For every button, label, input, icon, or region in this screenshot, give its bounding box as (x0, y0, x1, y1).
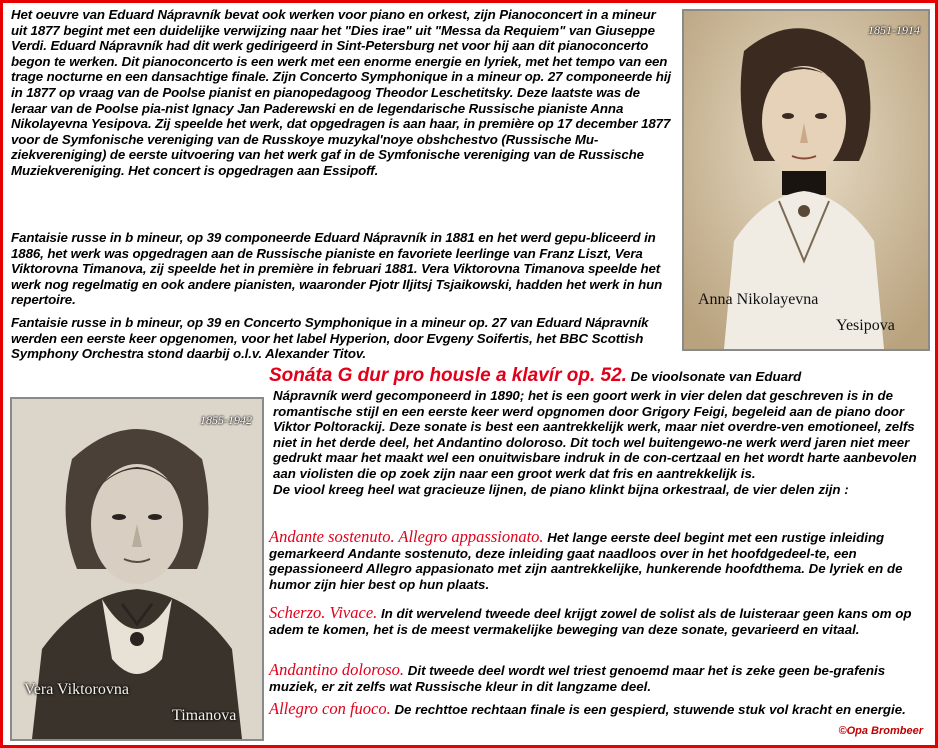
movement-1-title: Andante sostenuto. Allegro appassionato. (269, 527, 544, 546)
sonata-intro-tail: De vioolsonate van Eduard (630, 369, 802, 384)
movement-2-title: Scherzo. Vivace. (269, 603, 378, 622)
sonata-violin-line: De viool kreeg heel wat gracieuze lijnen, de piano klinkt bijna orkestraal, de vier delen zijn : (273, 481, 849, 497)
sonata-title: Sonáta G dur pro housle a klavír op. 52. (269, 365, 627, 386)
movement-3-title: Andantino doloroso. (269, 660, 405, 679)
movement-3 (269, 662, 935, 694)
credit-signature: ©Opa Brombeer (838, 725, 923, 737)
sonata-body-text: Nápravník werd gecomponeerd in 1890; het is een goort werk in vier delen dat geschreven is in de romantische stijl en een eerste keer werd opgnomen door Grigory Feigi, begeleid aan de piano door Viktor Poltorackij. Deze sonate is best een aantrekkelijk werk, maar niet overdre-ven emotioneel, zelfs niet in het derde deel, het Andantino doloroso. Dit toch wel buitengewo-ne werk werd jaren niet meer gedrukt maar het maakt wel een onuitwisbare indruk in de con-certzaal en het wordt harte aanbevolen aan violisten die op zoek zijn naar een groot werk dat fris en aantrekkelijk is. (273, 388, 917, 481)
name-timanova-line2: Timanova (172, 707, 237, 724)
name-timanova-line1: Vera Viktorovna (24, 681, 129, 698)
paragraph-concerto: Het oeuvre van Eduard Nápravník bevat ook werken voor piano en orkest, zijn Pianoconcert in a mineur uit 1877 begint met een duidelijke verwijzing naar het "Dies irae" uit "Messa da Requiem" van Giuseppe Verdi. Eduard Nápravník had dit werk gedirigeerd in Sint-Petersburg net voor hij aan dit pianoconcerto begon te werken. Dit pianoconcerto is een werk met een enorme energie en lyriek, met het tempo van een trage nocturne en een dansachtige finale. Zijn Concerto Symphonique in a mineur op. 27 componeerde hij in 1877 op vraag van de Poolse pianist en pianopedagoog Theodor Leschetitsky. Deze laatste was de leraar van de Poolse pia-nist Ignacy Jan Paderewski en de legendarische Russische pianiste Anna Nikolayevna Yesipova. Zij speelde het werk, dat opgedragen is aan haar, in première op 17 december 1877 voor de Symfonische vereniging van de Russkoye muzykal'noye obshchestvo (Russische Mu-ziekvereniging) de eerste uitvoering van het werk gaf in de Symfonische vereniging van de Russische Muziekvereniging. Het concert is opgedragen aan Essipoff. (11, 7, 671, 178)
movement-3-text: Dit tweede deel wordt wel triest genoemd maar het is zeke geen be-grafenis muziek, er zit zelfs wat Russische kleur in dit langzame deel. (269, 663, 886, 694)
paragraph-recording: Fantaisie russe in b mineur, op 39 en Concerto Symphonique in a mineur op. 27 van Eduard Nápravník werden een eerste keer opgenomen, voor het label Hyperion, door Evgeny Soifertis, het BBC Scottish Symphony Orchestra stond daarbij o.l.v. Alexander Titov. (11, 315, 649, 362)
name-yesipova-line2: Yesipova (836, 317, 895, 334)
paragraph-fantaisie: Fantaisie russe in b mineur, op 39 componeerde Eduard Nápravník in 1881 en het werd gepu-bliceerd in 1886, het werk was opgedragen aan de Russische pianiste en favoriete leerlinge van Franz Liszt, Vera Viktorovna Timanova, zij speelde het in première in februari 1881. Vera Viktorovna Timanova speelde het werk nog regelmatig en ook andere pianisten, waaronder Pjotr Iljitsj Tsjaikowski, hadden het werk in hun repertoire. (11, 230, 663, 308)
sonata-body (273, 388, 933, 497)
movement-1 (269, 529, 935, 592)
movement-4-text: De rechttoe rechtaan finale is een gespierd, stuwende stuk vol kracht en energie. (394, 702, 906, 717)
years-yesipova: 1851-1914 (868, 23, 920, 37)
name-yesipova-line1: Anna Nikolayevna (698, 291, 819, 308)
movement-2 (269, 605, 935, 637)
years-timanova: 1855-1942 (200, 413, 252, 427)
movement-4-title: Allegro con fuoco. (269, 699, 391, 718)
movement-1-text: Het lange eerste deel begint met een rustige inleiding gemarkeerd Andante sostenuto, deze inleiding gaat naadloos over in het hoofdgedeel-te, een gepassioneerd Allegro appasionato met zijn aantrekkelijke, hunkerende hoofdthema. De lyriek en de humor zijn hier best op hun plaats. (269, 530, 903, 592)
movement-2-text: In dit wervelend tweede deel krijgt zowel de solist als de luisteraar geen kans om op adem te komen, het is de meest vermakelijke beweging van deze sonate, gevarieerd en vitaal. (269, 606, 912, 637)
sonata-heading (269, 367, 935, 385)
movement-4 (269, 701, 935, 718)
portrait-yesipova (682, 9, 930, 351)
portrait-timanova (10, 397, 264, 741)
